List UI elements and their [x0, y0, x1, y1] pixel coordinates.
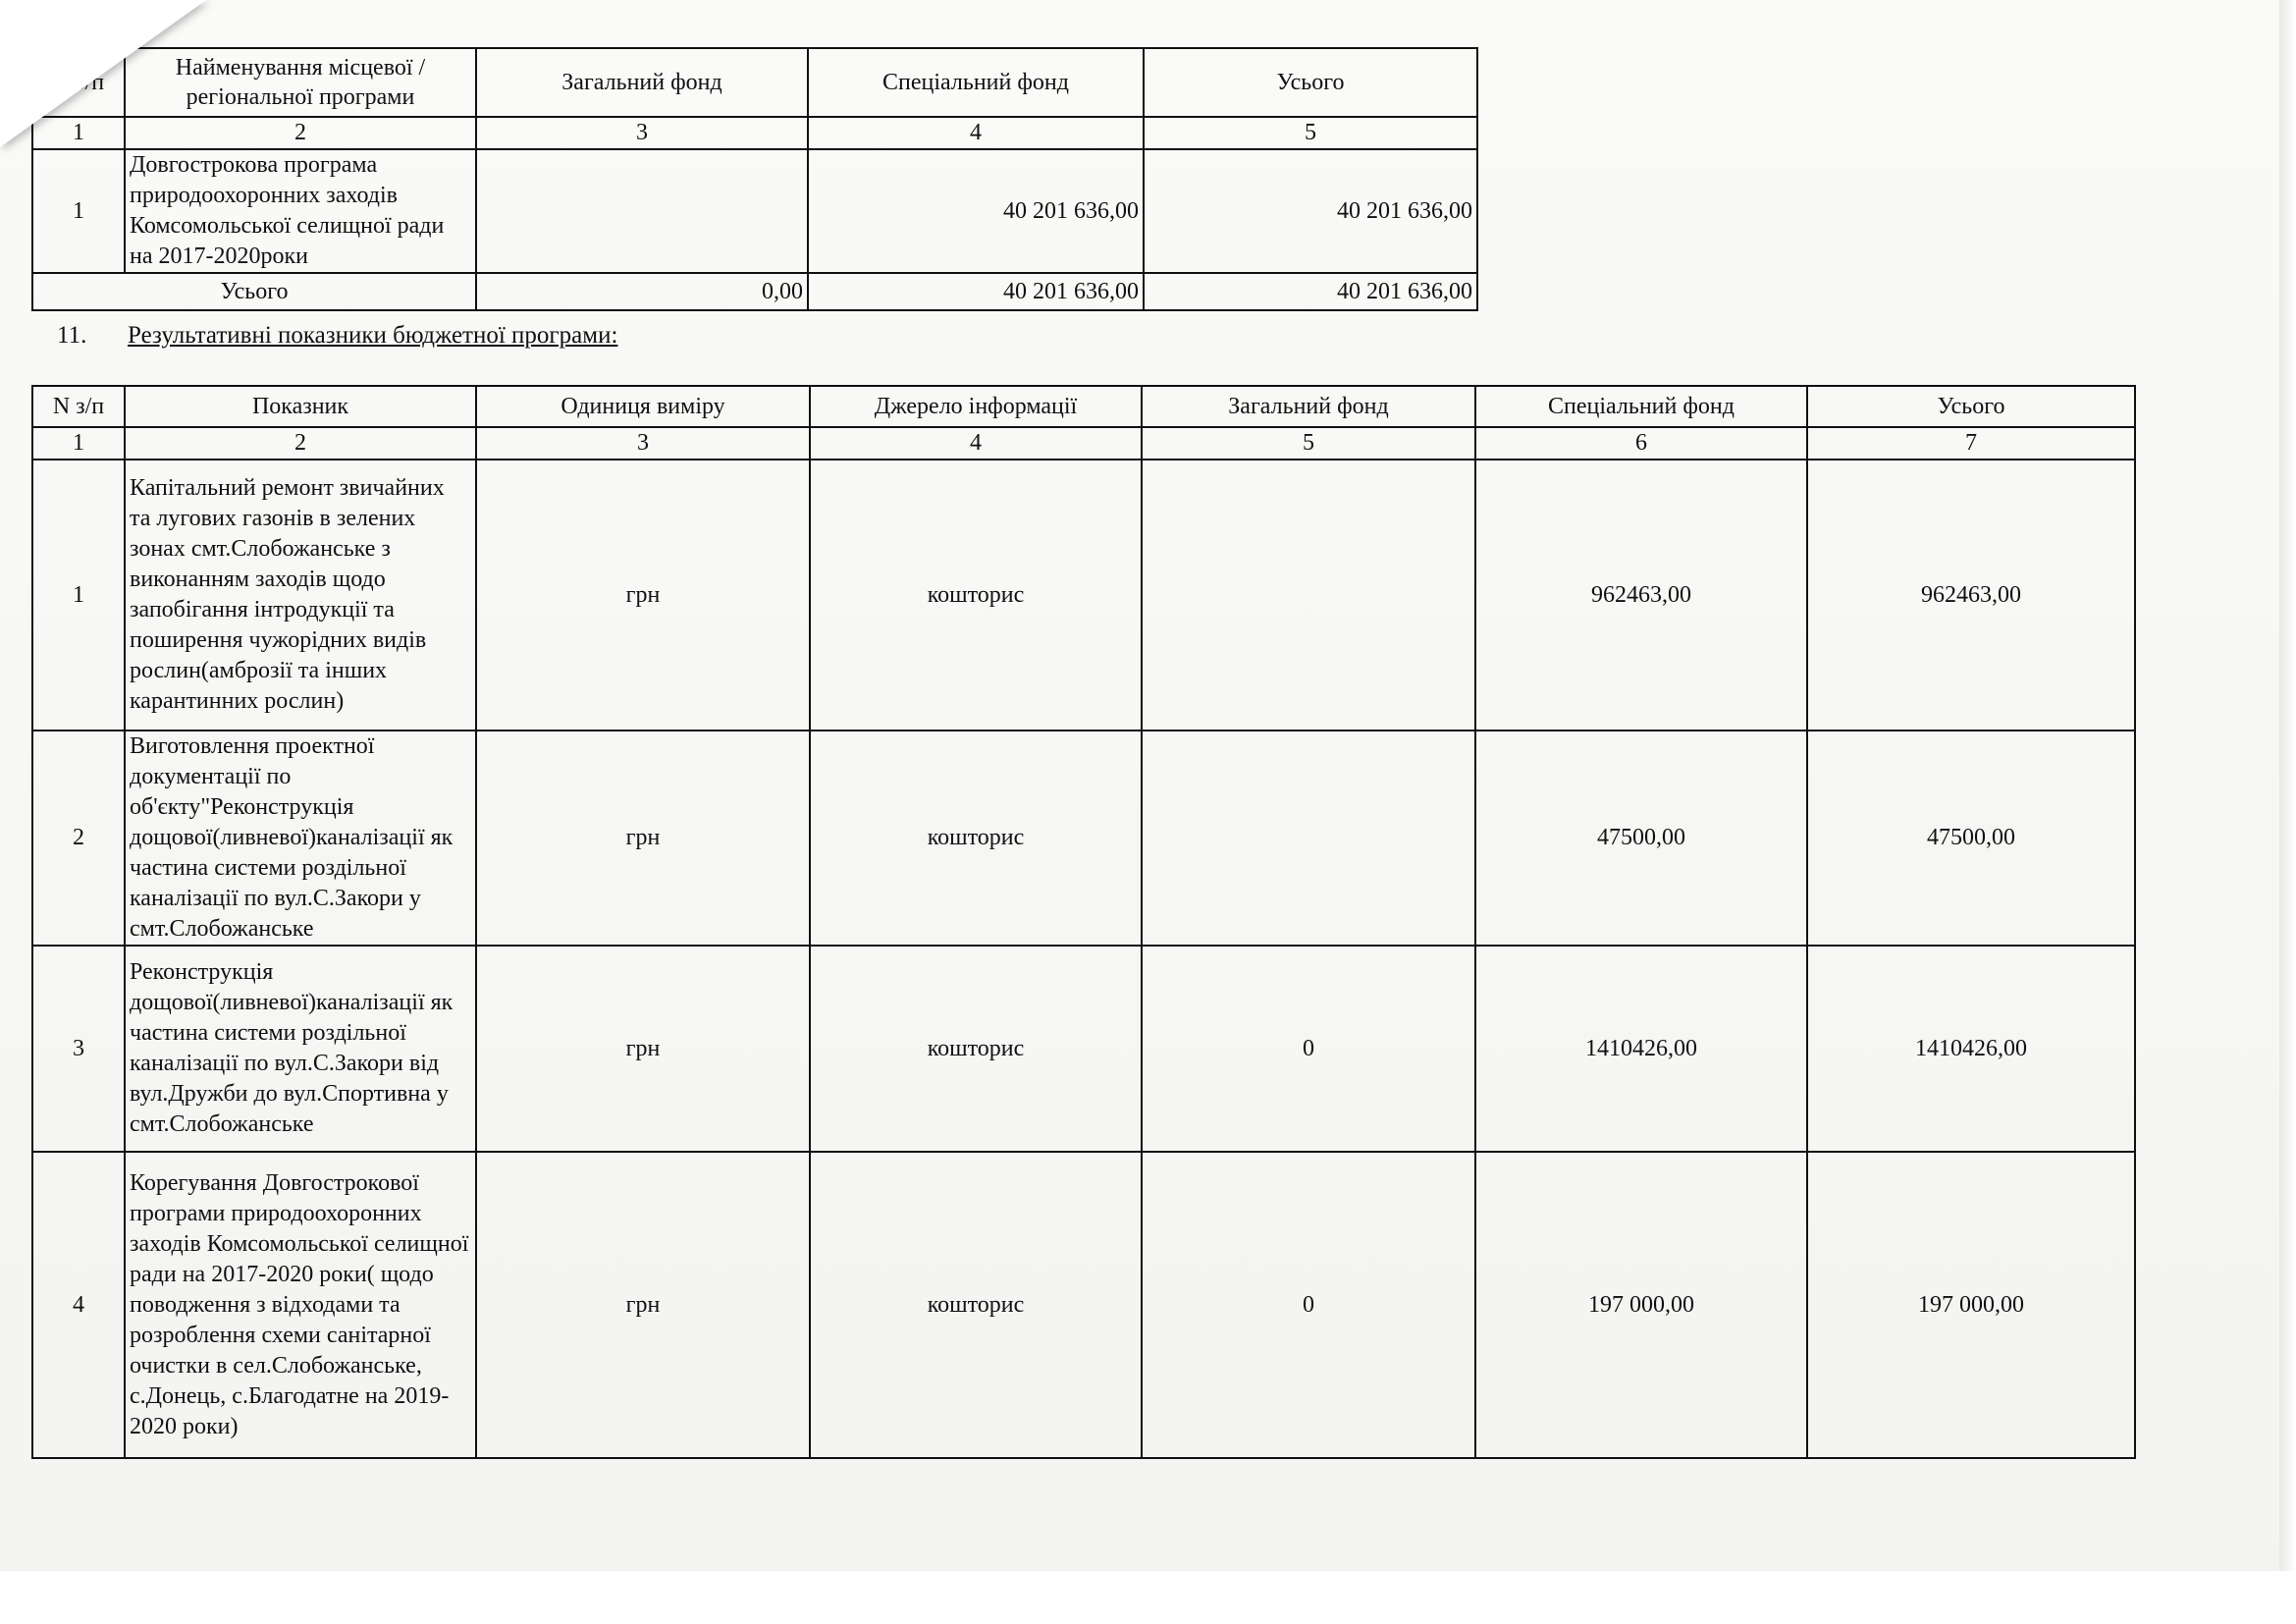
column-numbers-row	[32, 117, 1477, 149]
special-fund-value: 197 000,00	[1475, 1152, 1807, 1458]
special-fund-value: 962463,00	[1475, 460, 1807, 731]
row-number: 1	[32, 460, 125, 731]
general-fund-value	[476, 149, 808, 273]
col-number: 1	[32, 117, 125, 149]
section-title: Результативні показники бюджетної програми:	[128, 322, 618, 349]
total-total: 40 201 636,00	[1144, 273, 1477, 310]
general-fund-value: 0	[1142, 946, 1475, 1152]
folded-page-corner	[0, 0, 206, 147]
col-number: 2	[125, 117, 476, 149]
general-fund-value	[1142, 731, 1475, 946]
table-header-row	[32, 386, 2135, 427]
header-unit: Одиниця виміру	[476, 386, 810, 427]
col-number: 3	[476, 427, 810, 460]
indicator-text: Капітальний ремонт звичайних та лугових газонів в зелених зонах смт.Слобожанське з виконанням заходів щодо запобігання інтродукції та поширення чужорідних видів рослин(амброзії та інших карантинних рослин)	[125, 460, 476, 731]
section-number: 11.	[57, 322, 87, 349]
col-number: 5	[1144, 117, 1477, 149]
col-number: 1	[32, 427, 125, 460]
source: кошторис	[810, 1152, 1142, 1458]
row-number: 2	[32, 731, 125, 946]
header-general-fund: Загальний фонд	[1142, 386, 1475, 427]
row-number: 1	[32, 149, 125, 273]
row-number: 4	[32, 1152, 125, 1458]
source: кошторис	[810, 731, 1142, 946]
row-number: 3	[32, 946, 125, 1152]
column-numbers-row	[32, 427, 2135, 460]
table-row	[32, 1152, 2135, 1458]
general-fund-value: 0	[1142, 1152, 1475, 1458]
header-source: Джерело інформації	[810, 386, 1142, 427]
table-row	[32, 946, 2135, 1152]
header-special-fund: Спеціальний фонд	[1475, 386, 1807, 427]
scan-bottom-edge	[0, 1571, 2296, 1624]
header-program-name: Найменування місцевої / регіональної програми	[125, 48, 476, 117]
total-general: 0,00	[476, 273, 808, 310]
table-row	[32, 731, 2135, 946]
header-n: N з/п	[32, 386, 125, 427]
program-name: Довгострокова програма природоохоронних заходів Комсомольської селищної ради на 2017-2020роки	[125, 149, 476, 273]
total-value: 962463,00	[1807, 460, 2135, 731]
col-number: 4	[808, 117, 1144, 149]
col-number: 5	[1142, 427, 1475, 460]
col-number: 4	[810, 427, 1142, 460]
header-indicator: Показник	[125, 386, 476, 427]
header-special-fund: Спеціальний фонд	[808, 48, 1144, 117]
performance-indicators-table	[31, 385, 2136, 1459]
total-row	[32, 273, 1477, 310]
total-label: Усього	[32, 273, 476, 310]
unit: грн	[476, 1152, 810, 1458]
total-value: 47500,00	[1807, 731, 2135, 946]
general-fund-value	[1142, 460, 1475, 731]
total-value: 1410426,00	[1807, 946, 2135, 1152]
indicator-text: Реконструкція дощової(ливневої)каналізації як частина системи роздільної каналізації по вул.С.Закори від вул.Дружби до вул.Спортивна у смт.Слобожанське	[125, 946, 476, 1152]
special-fund-value: 47500,00	[1475, 731, 1807, 946]
local-programs-table	[31, 47, 1478, 311]
table-row	[32, 460, 2135, 731]
scan-right-edge	[2279, 0, 2296, 1624]
source: кошторис	[810, 946, 1142, 1152]
unit: грн	[476, 731, 810, 946]
source: кошторис	[810, 460, 1142, 731]
special-fund-value: 1410426,00	[1475, 946, 1807, 1152]
unit: грн	[476, 946, 810, 1152]
header-total: Усього	[1807, 386, 2135, 427]
col-number: 3	[476, 117, 808, 149]
col-number: 6	[1475, 427, 1807, 460]
header-n: N з/п	[32, 48, 125, 117]
section-heading	[57, 320, 617, 352]
header-general-fund: Загальний фонд	[476, 48, 808, 117]
indicator-text: Виготовлення проектної документації по об'єкту"Реконструкція дощової(ливневої)каналізації як частина системи роздільної каналізації по вул.С.Закори у смт.Слобожанське	[125, 731, 476, 946]
total-value: 40 201 636,00	[1144, 149, 1477, 273]
unit: грн	[476, 460, 810, 731]
table-row	[32, 149, 1477, 273]
indicator-text: Корегування Довгострокової програми природоохоронних заходів Комсомольської селищної ради на 2017-2020 роки( щодо поводження з відходами та розроблення схеми санітарної очистки в сел.Слобожанське, с.Донець, с.Благодатне на 2019-2020 роки)	[125, 1152, 476, 1458]
header-total: Усього	[1144, 48, 1477, 117]
table-header-row	[32, 48, 1477, 117]
col-number: 2	[125, 427, 476, 460]
total-special: 40 201 636,00	[808, 273, 1144, 310]
special-fund-value: 40 201 636,00	[808, 149, 1144, 273]
total-value: 197 000,00	[1807, 1152, 2135, 1458]
col-number: 7	[1807, 427, 2135, 460]
